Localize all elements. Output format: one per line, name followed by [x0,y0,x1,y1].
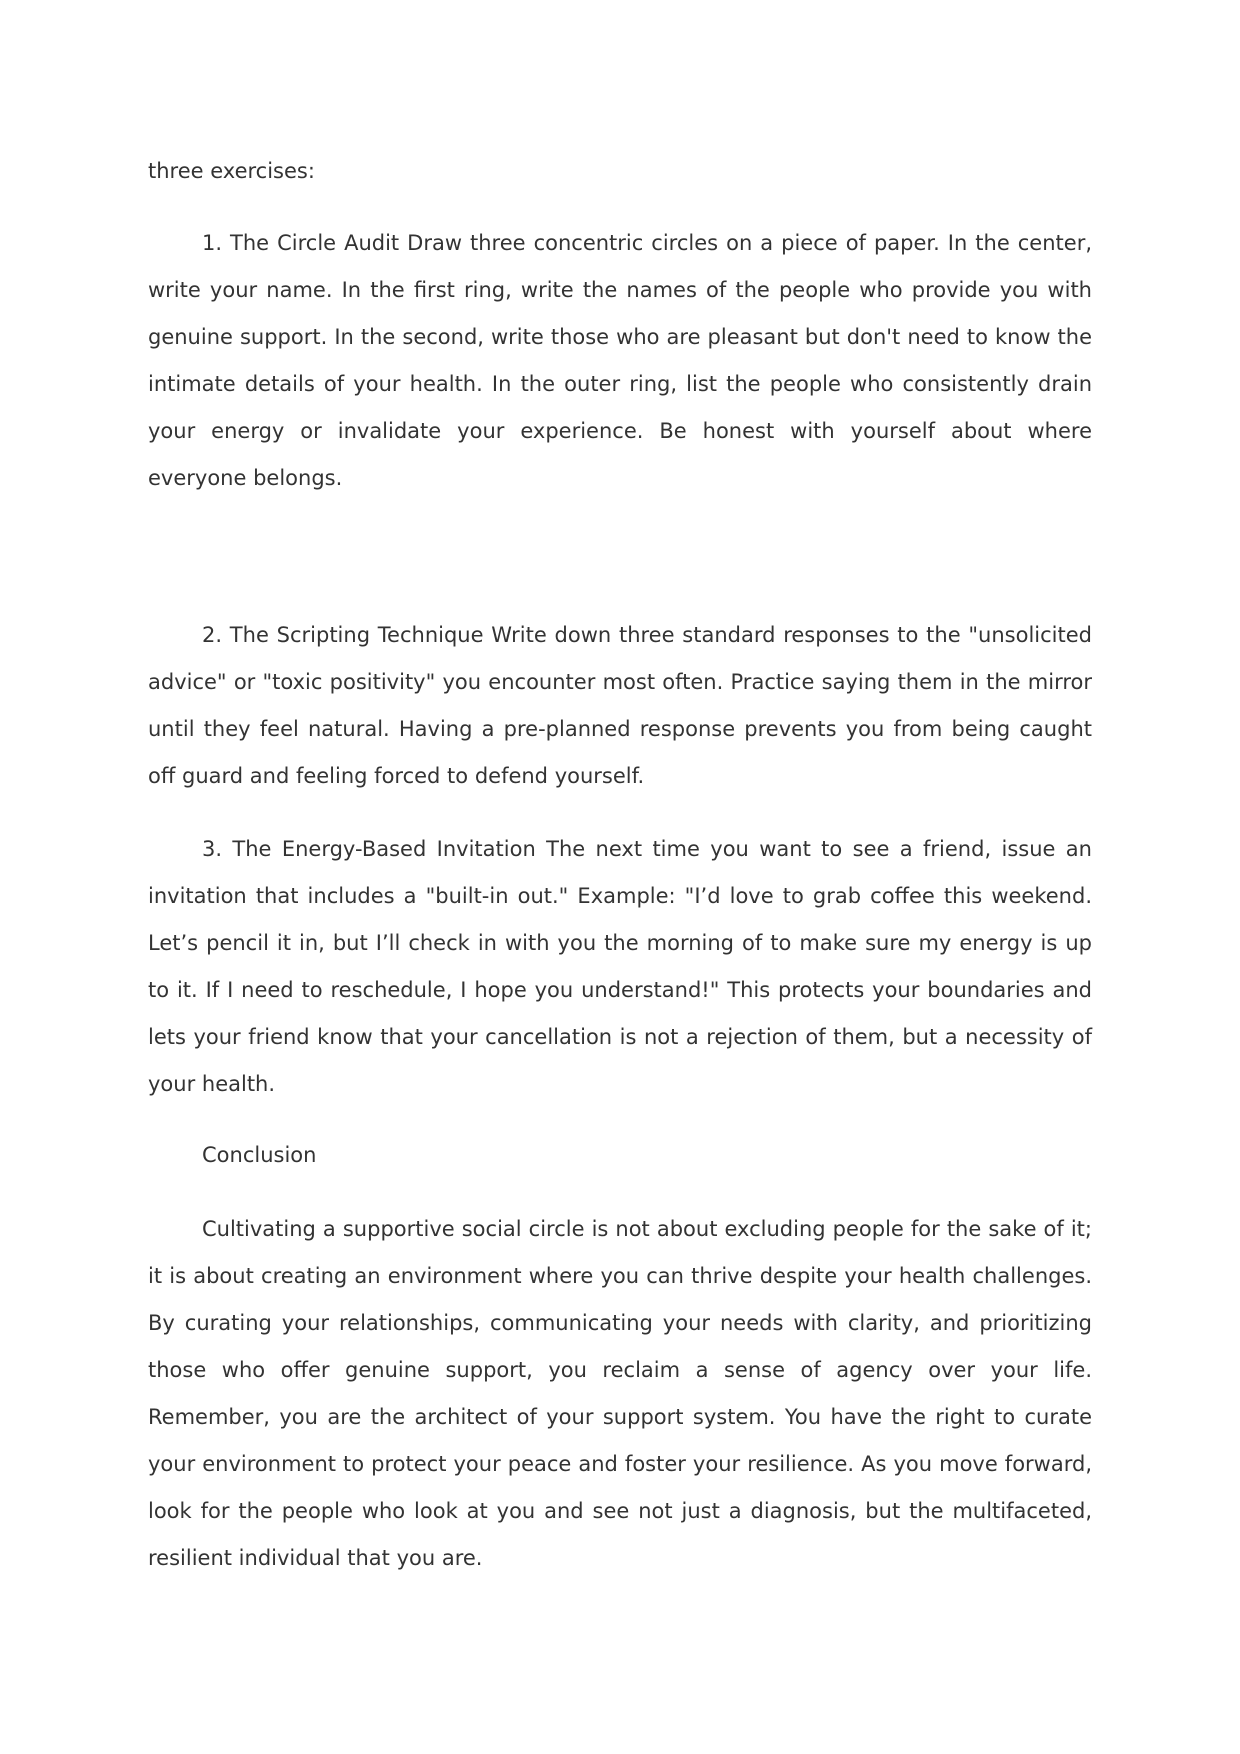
conclusion-heading: Conclusion [202,1143,317,1167]
exercise-energy-based-invitation: 3. The Energy-Based Invitation The next time you want to see a friend, issue an invitation that includes a "built-in out." Example: "I’d love to grab coffee this weekend. Let’s pencil it in, but I’ll check in with you the morning of to make sure my energy is up to it. If I need to reschedule, I hope you understand!" This protects your boundaries and lets your friend know that your cancellation is not a rejection of them, but a necessity of your health. [148,837,1092,1096]
conclusion-paragraph: Cultivating a supportive social circle is not about excluding people for the sake of it; it is about creating an environment where you can thrive despite your health challenges. By curating your relationships, communicating your needs with clarity, and prioritizing those who offer genuine support, you reclaim a sense of agency over your life. Remember, you are the architect of your support system. You have the right to curate your environment to protect your peace and foster your resilience. As you move forward, look for the people who look at you and see not just a diagnosis, but the multifaceted, resilient individual that you are. [148,1217,1092,1570]
exercise-circle-audit: 1. The Circle Audit Draw three concentric circles on a piece of paper. In the center, write your name. In the first ring, write the names of the people who provide you with genuine support. In the second, write those who are pleasant but don't need to know the intimate details of your health. In the outer ring, list the people who consistently drain your energy or invalidate your experience. Be honest with yourself about where everyone belongs. [148,231,1092,490]
exercise-scripting-technique: 2. The Scripting Technique Write down three standard responses to the "unsolicited advice" or "toxic positivity" you encounter most often. Practice saying them in the mirror until they feel natural. Having a pre-planned response prevents you from being caught off guard and feeling forced to defend yourself. [148,623,1092,788]
intro-fragment: three exercises: [148,159,315,183]
